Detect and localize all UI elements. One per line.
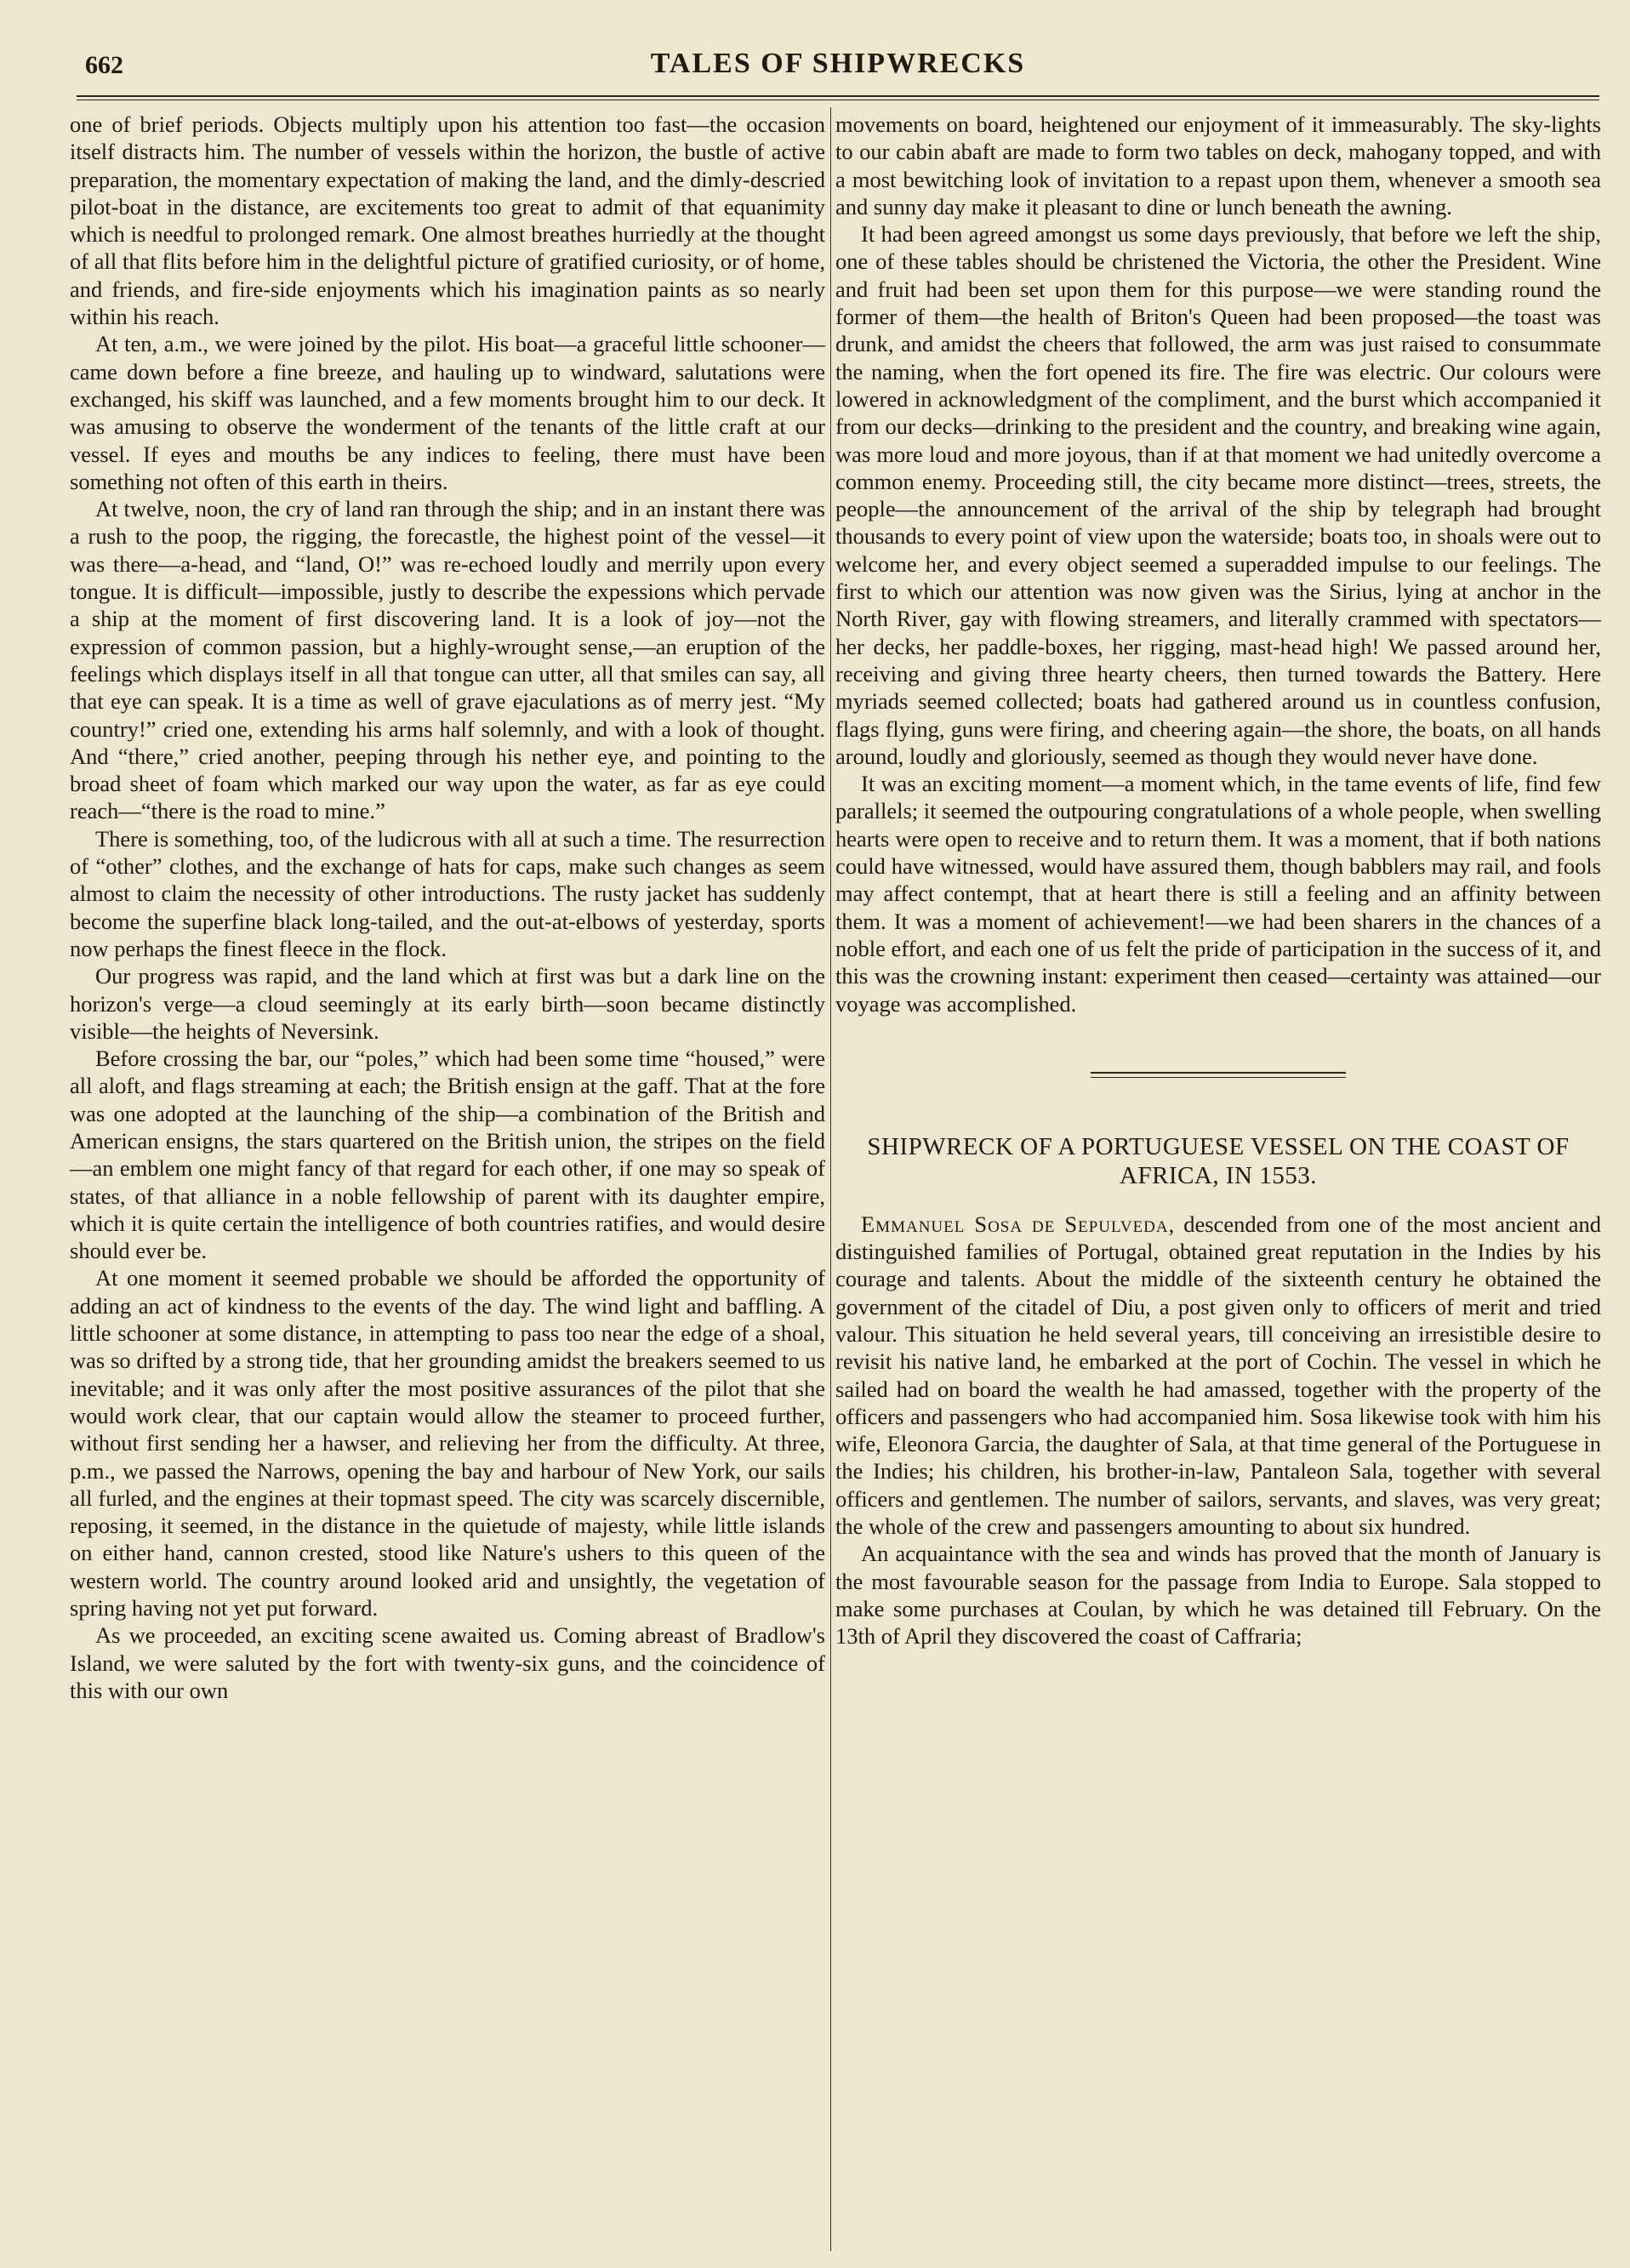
header-rule [77,95,1599,97]
paragraph-text: descended from one of the most ancient and distinguished families of Portugal, obtained great reputation in the Indies by his courage and talents. About the middle of the sixteenth century he obtained the government of the citadel of Diu, a post given only to officers of merit and tried valour. This situation he held several years, till conceiving an irresistible desire to revisit his native land, he embarked at the port of Cochin. The vessel in which he sailed had on board the wealth he had amassed, together with the property of the officers and passengers who had accompanied him. Sosa likewise took with him his wife, Eleonora Garcia, the daughter of Sala, at that time general of the Portuguese in the Indies; his children, his brother-in-law, Pantaleon Sala, together with several officers and gentlemen. The number of sailors, servants, and slaves, was very great; the whole of the crew and passengers amounting to about six hundred. [835,1211,1601,1540]
section-lead: Emmanuel Sosa de Sepulveda, [861,1211,1176,1237]
paragraph: There is something, too, of the ludicrous with all at such a time. The resurrection of “other” clothes, and the exchange of hats for caps, make such changes as seem almost to claim the necessity of other introductions. The rusty jacket has suddenly become the superfine black long-tailed, and the out-at-elbows of yesterday, sports now perhaps the finest fleece in the flock. [70,825,825,961]
paragraph: It was an exciting moment—a moment which, in the tame events of life, find few parallels; it seemed the outpouring congratulations of a whole people, when swelling hearts were open to receive and to return them. It was a moment, that if both nations could have witnessed, would have assured them, though babblers may rail, and fools may affect contempt, that at heart there is still a feeling and an affinity between them. It was a moment of achievement!—we had been sharers in the chances of a noble effort, and each one of us felt the pride of participation in the success of it, and this was the crowning instant: experiment then ceased—certainty was attained—our voyage was accomplished. [835,771,1601,1017]
paragraph: Before crossing the bar, our “poles,” which had been some time “housed,” were all aloft, and flags streaming at each; the British ensign at the gaff. That at the fore was one adopted at the launching of the ship—a combination of the British and American ensigns, the stars quartered on the British union, the stripes on the field—an emblem one might fancy of that regard for each other, if one may so speak of states, of that alliance in a noble fellowship of parent with its daughter empire, which it is quite certain the intelligence of both countries ratifies, and would desire should ever be. [70,1046,825,1264]
paragraph: Our progress was rapid, and the land which at first was but a dark line on the horizon's verge—a cloud seemingly at its early birth—soon became distinctly visible—the heights of Neversink. [70,963,825,1044]
page-number: 662 [85,51,123,79]
paragraph: movements on board, heightened our enjoyment of it immeasurably. The sky-lights to our cabin abaft are made to form two tables on deck, mahogany topped, and with a most bewitching look of invitation to a repast upon them, whenever a smooth sea and sunny day make it pleasant to dine or lunch beneath the awning. [835,111,1601,219]
left-column [70,111,825,1704]
paragraph: At ten, a.m., we were joined by the pilot. His boat—a graceful little schooner—came down before a fine breeze, and hauling up to windward, salutations were exchanged, his skiff was launched, and a few moments brought him to our deck. It was amusing to observe the wonderment of the tenants of the little craft at our vessel. If eyes and mouths be any indices to feeling, there must have been something not often of this earth in theirs. [70,331,825,494]
running-title: TALES OF SHIPWRECKS [650,48,1026,79]
paragraph: one of brief periods. Objects multiply upon his attention too fast—the occasion itself distracts him. The number of vessels within the horizon, the bustle of active preparation, the momentary expectation of making the land, and the dimly-descried pilot-boat in the distance, are excitements too great to admit of that equanimity which is needful to prolonged remark. One almost breathes hurriedly at the thought of all that flits before him in the delightful picture of gratified curiosity, or of home, and friends, and fire-side enjoyments which his imagination paints as so nearly within his reach. [70,111,825,330]
section-separator [1091,1072,1346,1074]
paragraph: It had been agreed amongst us some days previously, that before we left the ship, one of these tables should be christened the Victoria, the other the President. Wine and fruit had been set upon them for this purpose—we were standing round the former of them—the health of Briton's Queen had been proposed—the toast was drunk, and amidst the cheers that followed, the arm was just raised to consummate the naming, when the fort opened its fire. The fire was electric. Our colours were lowered in acknowledgment of the compliment, and the burst which accompanied it from our decks—drinking to the president and the country, and breaking wine again, was more loud and more joyous, than if at that moment we had unitedly overcome a common enemy. Proceeding still, the city became more distinct—trees, streets, the people—the announcement of the arrival of the ship by telegraph had brought thousands to every point of view upon the waterside; boats too, in shoals were out to welcome her, and every object seemed a superadded impulse to our feelings. The first to which our attention was now given was the Sirius, lying at anchor in the North River, gay with flowing streamers, and literally crammed with spectators—her decks, her paddle-boxes, her rigging, mast-head high! We passed around her, receiving and giving three hearty cheers, then turned towards the Battery. Here myriads seemed collected; boats had gathered around us in countless confusion, flags flying, guns were firing, and cheering again—the shore, the boats, on all hands around, loudly and gloriously, seemed as though they would never have done. [835,221,1601,769]
paragraph: As we proceeded, an exciting scene awaited us. Coming abreast of Bradlow's Island, we were saluted by the fort with twenty-six guns, and the coincidence of this with our own [70,1622,825,1703]
section-separator-thin [1091,1077,1346,1078]
paragraph [835,1211,1601,1541]
column-divider [830,107,831,2251]
right-column [835,111,1601,1650]
section-title: SHIPWRECK OF A PORTUGUESE VESSEL ON THE COAST OF AFRICA, IN 1553. [867,1132,1570,1189]
paragraph: At one moment it seemed probable we should be afforded the opportunity of adding an act of kindness to the events of the day. The wind light and baffling. A little schooner at some distance, in attempting to pass too near the edge of a shoal, was so drifted by a strong tide, that her grounding amidst the breakers seemed to us inevitable; and it was only after the most positive assurances of the pilot that she would work clear, that our captain would allow the steamer to proceed further, without first sending her a hawser, and relieving her from the difficulty. At three, p.m., we passed the Narrows, opening the bay and harbour of New York, our sails all furled, and the engines at their topmast speed. The city was scarcely discernible, reposing, it seemed, in the distance in the quietude of majesty, while little islands on either hand, cannon crested, stood like Nature's ushers to this queen of the western world. The country around looked arid and unsightly, the vegetation of spring having not yet put forward. [70,1265,825,1621]
paragraph: An acquaintance with the sea and winds has proved that the month of January is the most favourable season for the passage from India to Europe. Sala stopped to make some purchases at Coulan, by which he was detained till February. On the 13th of April they discovered the coast of Caffraria; [835,1541,1601,1650]
paragraph: At twelve, noon, the cry of land ran through the ship; and in an instant there was a rush to the poop, the rigging, the forecastle, the highest point of the vessel—it was there—a-head, and “land, O!” was re-echoed loudly and merrily upon every tongue. It is difficult—impossible, justly to describe the expessions which pervade a ship at the moment of first discovering land. It is a look of joy—not the expression of common passion, but a highly-wrought sense,—an eruption of the feelings which displays itself in all that tongue can utter, all that smiles can say, all that eye can speak. It is a time as well of grave ejaculations as of merry jest. “My country!” cried one, extending his arms half solemnly, and with a look of thought. And “there,” cried another, peeping through his nether eye, and pointing to the broad sheet of foam which marked our way upon the water, as far as eye could reach—“there is the road to mine.” [70,496,825,824]
page-header [77,44,1599,95]
